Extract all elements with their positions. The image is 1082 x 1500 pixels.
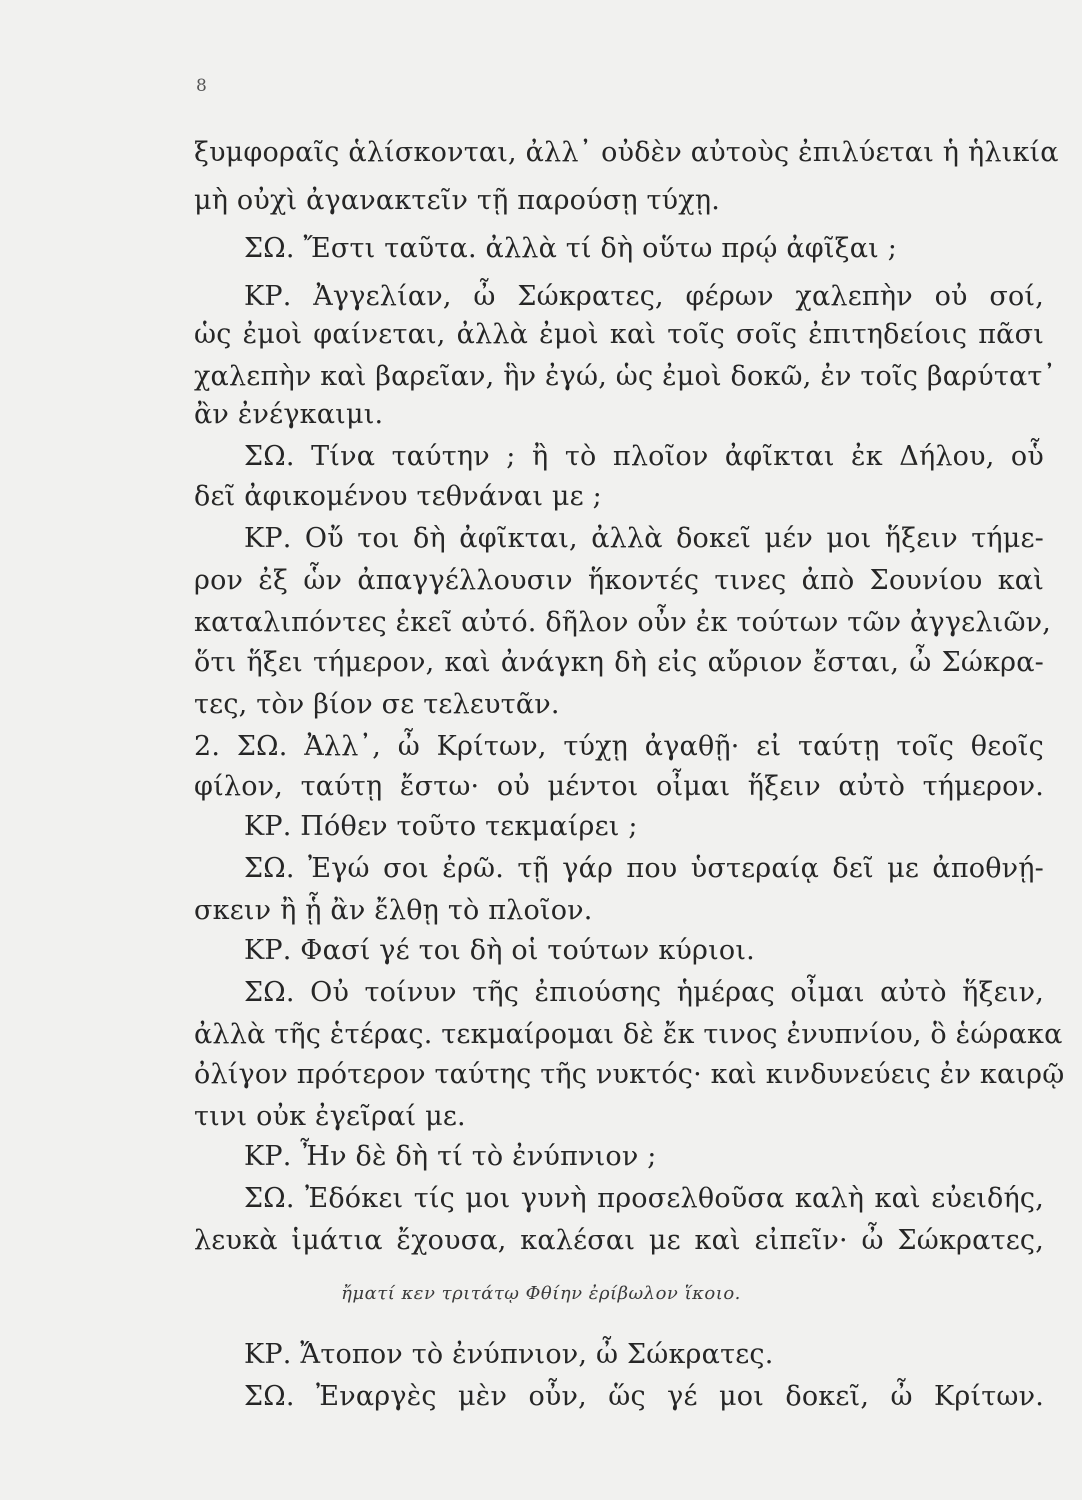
text-line: σκειν ἢ ᾗ ἂν ἔλθῃ τὸ πλοῖον.	[194, 895, 593, 926]
text-line: ΣΩ. Οὐ τοίνυν τῆς ἐπιούσης ἡμέρας οἶμαι αὐτὸ ἥξειν,	[244, 977, 1044, 1008]
page-number: 8	[196, 76, 207, 96]
text-line: ὅτι ἥξει τήμερον, καὶ ἀνάγκη δὴ εἰς αὔριον ἔσται, ὦ Σώκρα-	[194, 647, 1044, 678]
text-line: ΣΩ. Ἐγώ σοι ἐρῶ. τῇ γάρ που ὑστεραίᾳ δεῖ με ἀποθνῄ-	[244, 853, 1044, 884]
text-line: χαλεπὴν καὶ βαρεῖαν, ἣν ἐγώ, ὡς ἐμοὶ δοκῶ, ἐν τοῖς βαρύτατ᾿	[194, 361, 1057, 392]
text-line: ΣΩ. Ἔστι ταῦτα. ἀλλὰ τί δὴ οὕτω πρῴ ἀφῖξαι ;	[244, 233, 898, 264]
text-line: ὀλίγον πρότερον ταύτης τῆς νυκτός· καὶ κινδυνεύεις ἐν καιρῷ	[194, 1059, 1065, 1090]
text-line: μὴ οὐχὶ ἀγανακτεῖν τῇ παρούσῃ τύχῃ.	[194, 185, 721, 216]
text-line: ἂν ἐνέγκαιμι.	[194, 399, 384, 430]
text-line: 2. ΣΩ. Ἀλλ᾿, ὦ Κρίτων, τύχῃ ἀγαθῇ· εἰ ταύτῃ τοῖς θεοῖς	[194, 731, 1044, 762]
text-line: ρον ἐξ ὧν ἀπαγγέλλουσιν ἥκοντές τινες ἀπὸ Σουνίου καὶ	[194, 565, 1044, 596]
text-line: ΚΡ. Ἄτοπον τὸ ἐνύπνιον, ὦ Σώκρατες.	[244, 1339, 774, 1370]
text-line: ΚΡ. Πόθεν τοῦτο τεκμαίρει ;	[244, 811, 638, 842]
verse-quote: ἤματί κεν τριτάτῳ Φθίην ἐρίβωλον ἵκοιο.	[341, 1283, 741, 1304]
text-line: ΚΡ. Ἀγγελίαν, ὦ Σώκρατες, φέρων χαλεπὴν οὐ σοί,	[244, 281, 1044, 312]
text-line: ΣΩ. Ἐναργὲς μὲν οὖν, ὥς γέ μοι δοκεῖ, ὦ Κρίτων.	[244, 1381, 1044, 1412]
text-line: ΚΡ. Ἦν δὲ δὴ τί τὸ ἐνύπνιον ;	[244, 1141, 657, 1172]
text-line: ξυμφοραῖς ἁλίσκονται, ἀλλ᾿ οὐδὲν αὐτοὺς ἐπιλύεται ἡ ἡλικία	[194, 137, 1059, 168]
text-line: ὡς ἐμοὶ φαίνεται, ἀλλὰ ἐμοὶ καὶ τοῖς σοῖς ἐπιτηδείοις πᾶσι	[194, 319, 1044, 350]
text-line: φίλον, ταύτῃ ἔστω· οὐ μέντοι οἶμαι ἥξειν αὐτὸ τήμερον.	[194, 771, 1044, 802]
text-line: ΚΡ. Φασί γέ τοι δὴ οἱ τούτων κύριοι.	[244, 935, 755, 966]
text-line: ΚΡ. Οὔ τοι δὴ ἀφῖκται, ἀλλὰ δοκεῖ μέν μοι ἥξειν τήμε-	[244, 523, 1044, 554]
text-line: ΣΩ. Ἐδόκει τίς μοι γυνὴ προσελθοῦσα καλὴ καὶ εὐειδής,	[244, 1183, 1044, 1214]
text-line: λευκὰ ἱμάτια ἔχουσα, καλέσαι με καὶ εἰπεῖν· ὦ Σώκρατες,	[194, 1225, 1044, 1256]
text-line: τινι οὐκ ἐγεῖραί με.	[194, 1101, 466, 1132]
text-line: ἀλλὰ τῆς ἑτέρας. τεκμαίρομαι δὲ ἔκ τινος ἐνυπνίου, ὃ ἑώρακα	[194, 1019, 1063, 1050]
text-line: δεῖ ἀφικομένου τεθνάναι με ;	[194, 481, 602, 512]
text-line: καταλιπόντες ἐκεῖ αὐτό. δῆλον οὖν ἐκ τούτων τῶν ἀγγελιῶν,	[194, 607, 1052, 638]
text-line: τες, τὸν βίον σε τελευτᾶν.	[194, 689, 560, 720]
text-line: ΣΩ. Τίνα ταύτην ; ἢ τὸ πλοῖον ἀφῖκται ἐκ Δήλου, οὗ	[244, 441, 1044, 472]
